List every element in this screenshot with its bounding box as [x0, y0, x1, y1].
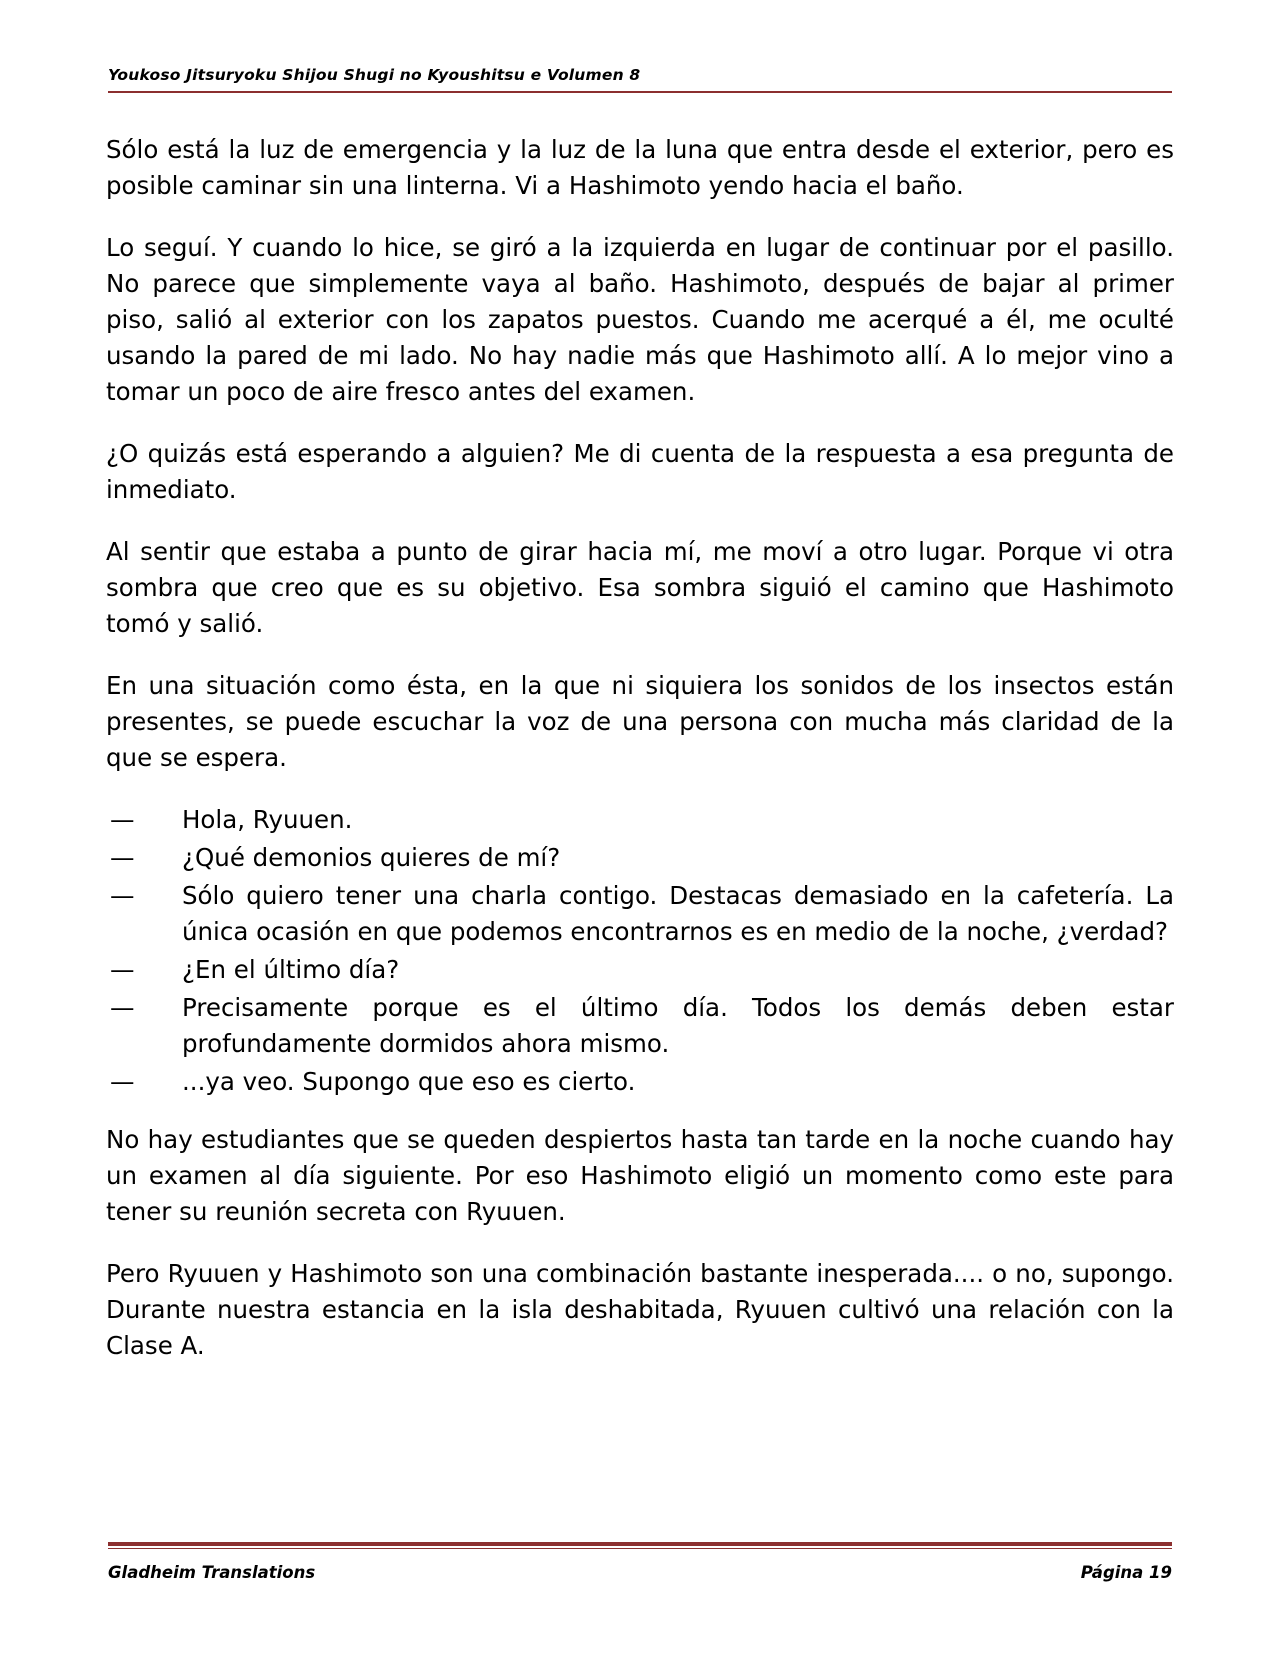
dialogue-line: Precisamente porque es el último día. Todos los demás deben estar profundamente dormidos ahora mismo. [182, 993, 1174, 1058]
footer-divider-thin [108, 1548, 1172, 1549]
paragraph: Sólo está la luz de emergencia y la luz de la luna que entra desde el exterior, pero es posible caminar sin una linterna. Vi a Hashimoto yendo hacia el baño. [106, 135, 1174, 200]
page-header [108, 66, 1172, 93]
list-item [106, 802, 1174, 838]
paragraph: En una situación como ésta, en la que ni siquiera los sonidos de los insectos están presentes, se puede escuchar la voz de una persona con mucha más claridad de la que se espera. [106, 671, 1174, 772]
dialogue-dash: — [110, 955, 135, 984]
dialogue-line: ¿Qué demonios quieres de mí? [182, 843, 561, 872]
dialogue-line: ¿En el último día? [182, 955, 400, 984]
dialogue-dash: — [110, 1067, 135, 1096]
list-item [106, 1064, 1174, 1100]
paragraph: No hay estudiantes que se queden despiertos hasta tan tarde en la noche cuando hay un examen al día siguiente. Por eso Hashimoto eligió un momento como este para tener su reunión secreta con Ryuuen. [106, 1125, 1174, 1226]
page-footer [108, 1542, 1172, 1583]
dialogue-dash: — [110, 805, 135, 834]
page-content [106, 132, 1174, 1364]
dialogue-list [106, 802, 1174, 1100]
list-item [106, 878, 1174, 950]
paragraph: Al sentir que estaba a punto de girar hacia mí, me moví a otro lugar. Porque vi otra sombra que creo que es su objetivo. Esa sombra siguió el camino que Hashimoto tomó y salió. [106, 537, 1174, 638]
footer-row [108, 1563, 1172, 1582]
list-item [106, 840, 1174, 876]
paragraph: ¿O quizás está esperando a alguien? Me di cuenta de la respuesta a esa pregunta de inmediato. [106, 439, 1174, 504]
dialogue-dash: — [110, 993, 135, 1022]
paragraph: Lo seguí. Y cuando lo hice, se giró a la izquierda en lugar de continuar por el pasillo. No parece que simplemente vaya al baño. Hashimoto, después de bajar al primer piso, salió al exterior con los zapatos puestos. Cuando me acerqué a él, me oculté usando la pared de mi lado. No hay nadie más que Hashimoto allí. A lo mejor vino a tomar un poco de aire fresco antes del examen. [106, 233, 1174, 406]
paragraph: Pero Ryuuen y Hashimoto son una combinación bastante inesperada.... o no, supongo. Durante nuestra estancia en la isla deshabitada, Ryuuen cultivó una relación con la Clase A. [106, 1259, 1174, 1360]
footer-credit: Gladheim Translations [108, 1563, 316, 1582]
header-title: Youkoso Jitsuryoku Shijou Shugi no Kyoushitsu e Volumen 8 [108, 66, 641, 84]
dialogue-dash: — [110, 843, 135, 872]
list-item [106, 952, 1174, 988]
dialogue-dash: — [110, 881, 135, 910]
page-number: Página 19 [1080, 1563, 1172, 1582]
list-item [106, 990, 1174, 1062]
dialogue-line: ...ya veo. Supongo que eso es cierto. [182, 1067, 636, 1096]
dialogue-line: Hola, Ryuuen. [182, 805, 353, 834]
dialogue-line: Sólo quiero tener una charla contigo. Destacas demasiado en la cafetería. La única ocasión en que podemos encontrarnos es en medio de la noche, ¿verdad? [182, 881, 1174, 946]
header-divider [108, 91, 1172, 93]
footer-divider-thick [108, 1542, 1172, 1546]
